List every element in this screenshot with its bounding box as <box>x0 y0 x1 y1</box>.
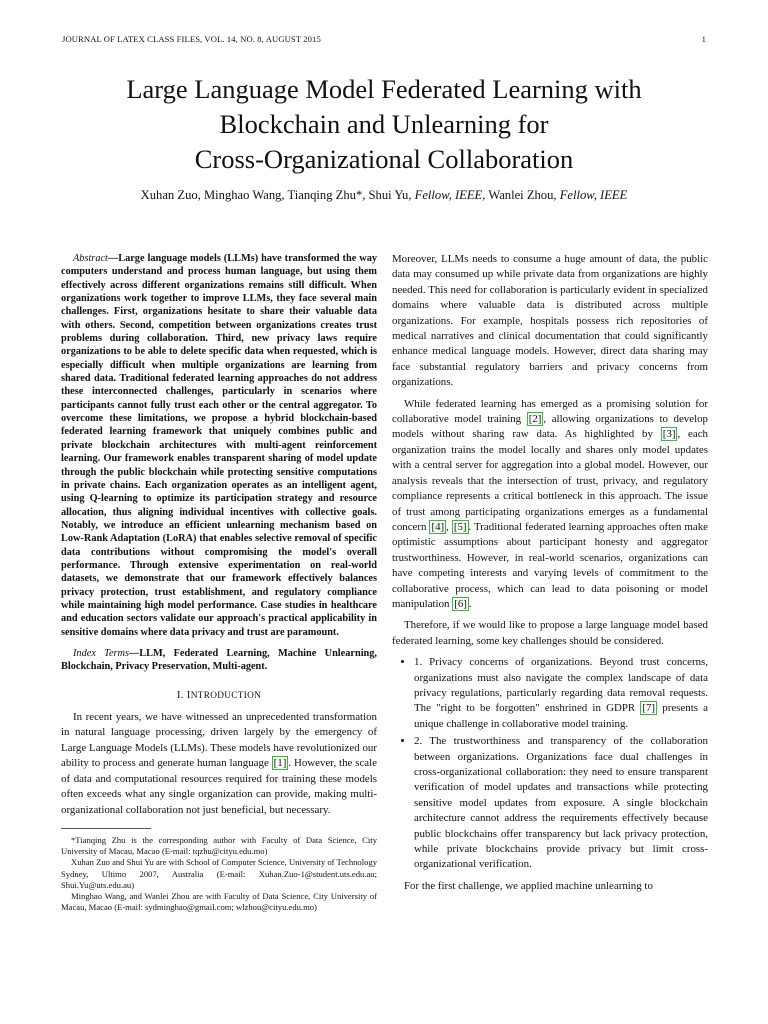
intro-paragraph-1 <box>61 710 377 818</box>
author-name-last: Wanlei Zhou, <box>488 188 557 202</box>
challenge-1-text-b: presents a unique challenge in collaborative model training. <box>414 702 708 730</box>
citation-link[interactable]: [1] <box>273 757 287 770</box>
right-column <box>392 252 708 894</box>
index-terms-text: —LLM, Federated Learning, Machine Unlearning, Blockchain, Privacy Preservation, Multi-agent. <box>61 647 377 673</box>
title-line-2: Blockchain and Unlearning for <box>219 109 549 139</box>
title-line-3: Cross-Organizational Collaboration <box>194 144 574 174</box>
index-terms <box>61 647 377 674</box>
footnotes <box>61 835 377 913</box>
paper-title <box>40 72 728 177</box>
challenge-item-trust: • 2. The trustworthiness and transparency of the collaboration between organizations. Organizations face dual challenges in cross-organizational collaboration: they need to ensure transparent verification of model updates and transactions while protecting sensitive model updates from exposure. A single blockchain architecture cannot address the requirements effectively because public blockchains offer transparency but lack privacy protection, while private blockchains provide privacy but limit cross-organizational verification. <box>414 734 708 873</box>
rp2-text-d: , <box>446 520 452 533</box>
right-paragraph-2 <box>392 397 708 613</box>
footnote-cityu: Minghao Wang, and Wanlei Zhou are with Faculty of Data Science, City University of Macau, Macao (E-mail: sydminghao@gmail.com; wlzhou@cityu.edu.mo) <box>61 890 377 913</box>
right-paragraph-1: Moreover, LLMs needs to consume a huge amount of data, the public data may consumed up while private data from organizations are highly needed. This need for collaboration is particularly evident in specialized domains where valuable data is distributed across multiple organizations. For example, hospitals possess rich repositories of medical narratives and clinical documentation that could significantly enhance medical language models. However, direct data sharing may face substantial regulatory barriers and privacy concerns from organizations. <box>392 253 708 389</box>
section-heading-introduction <box>61 688 377 704</box>
citation-link[interactable]: [2] <box>528 413 542 426</box>
rp2-text-e: . Traditional federated learning approaches often make optimistic assumptions about participant honesty and aggregator trustworthiness. However, in real-world scenarios, organizations can have competing interests and varying levels of commitment to the collaborative process, which can lead to data poisoning or model manipulation <box>392 520 709 610</box>
section-numeral: I. <box>176 688 184 701</box>
running-head <box>62 34 706 44</box>
author-fellow-1: Fellow, IEEE, <box>414 188 486 202</box>
challenge-1-text-a: 1. Privacy concerns of organizations. Beyond trust concerns, organizations must also navigate the complex landscape of data privacy regulations, particularly regarding data removal requests. The "right to be forgotten" enshrined in GDPR <box>414 656 708 715</box>
section-initial: I <box>186 688 191 701</box>
footnote-rule <box>61 828 151 829</box>
journal-name: JOURNAL OF LATEX CLASS FILES, VOL. 14, NO. 8, AUGUST 2015 <box>62 34 321 44</box>
rp2-text-f: . <box>468 597 472 610</box>
abstract-text: —Large language models (LLMs) have transformed the way computers understand and process human language, but using them effectively across different organizations remains still difficult. When organizations work together to improve LLMs, they face several main challenges. First, organizations hesitate to share their valuable data with others. Second, competition between organizations creates trust problems during collaboration. Third, new privacy laws require organizations to be able to delete specific data when requested, which is especially difficult when multiple organizations are learning from shared data. Traditional federated learning approaches do not address these interconnected challenges, particularly in scenarios where participants cannot fully trust each other or the central aggregator. To overcome these limitations, we propose a hybrid blockchain-based federated learning framework that uniquely combines public and private blockchain architectures with multi-agent reinforcement learning. Our framework enables transparent sharing of model update through the public blockchain while protecting sensitive computations in private chains. Each organization operates as an intelligent agent, using Q-learning to optimize its participation strategy and resource allocation, thus aligning individual incentives with collective goals. Notably, we introduce an efficient unlearning mechanism based on Low-Rank Adaptation (LoRA) that enables selective removal of specific data contributions without compromising the model's overall performance. Through extensive experimentation on real-world datasets, we demonstrate that our framework effectively balances privacy protection, trust establishment, and regulatory compliance while maintaining high model performance. Case studies in healthcare and education sectors validate our approach's practical applicability in sensitive domains where data privacy and trust are paramount. <box>61 253 377 638</box>
citation-link[interactable]: [5] <box>453 520 467 533</box>
author-fellow-2: Fellow, IEEE <box>559 188 628 202</box>
citation-link[interactable]: [4] <box>431 520 445 533</box>
rp2-text-a: While federated learning has emerged as a promising solution for collaborative model training <box>392 397 708 426</box>
challenge-list <box>392 655 708 873</box>
citation-link[interactable]: [7] <box>642 702 656 715</box>
rp2-text-b: , allowing organizations to develop models without sharing raw data. As highlighted by <box>392 413 708 441</box>
footnote-uts: Xuhan Zuo and Shui Yu are with School of Computer Science, University of Technology Sydney, Ultimo 2007, Australia (E-mail: Xuhan.Zuo-1@student.uts.edu.au; Shui.Yu@uts.edu.au) <box>61 857 377 890</box>
left-column <box>61 252 377 913</box>
abstract-lead: Abstract <box>73 253 108 264</box>
right-paragraph-4: For the first challenge, we applied machine unlearning to <box>404 879 653 892</box>
page-number: 1 <box>701 34 706 44</box>
challenge-item-privacy <box>414 655 708 732</box>
author-list <box>40 188 728 203</box>
citation-link[interactable]: [6] <box>454 597 467 610</box>
title-line-1: Large Language Model Federated Learning with <box>126 74 642 104</box>
intro-p1-text-a: In recent years, we have witnessed an unprecedented transformation in natural language processing, driven largely by the emergency of Large Language Models (LLMs). These models have revolutionized our ability to process and generate human language <box>61 711 377 770</box>
footnote-corresponding: *Tianqing Zhu is the corresponding author with Faculty of Data Science, City University of Macau, Macao (E-mail: tqzhu@cityu.edu.mo) <box>61 834 377 857</box>
index-terms-lead: Index Terms <box>73 647 129 659</box>
author-names: Xuhan Zuo, Minghao Wang, Tianqing Zhu*, Shui Yu, <box>140 188 412 202</box>
right-paragraph-3: Therefore, if we would like to propose a large language model based federated learning, some key challenges should be considered. <box>392 619 708 647</box>
intro-p1-text-b: . However, the scale of data and computational resources required for training these models often exceeds what any single organization can provide, making multi-organizational collaboration not just beneficial, but necessary. <box>61 757 377 816</box>
abstract <box>61 252 377 639</box>
section-title-rest: NTRODUCTION <box>190 690 262 701</box>
citation-link[interactable]: [3] <box>662 428 676 441</box>
rp2-text-c: , each organization trains the model locally and shares only model updates with a central server for aggregation into a global model. However, our analysis reveals that the intersection of trust, privacy, and regulatory compliance represents a critical bottleneck in this approach. The issue of trust among participating organizations emerges as a fundamental concern <box>392 428 708 533</box>
